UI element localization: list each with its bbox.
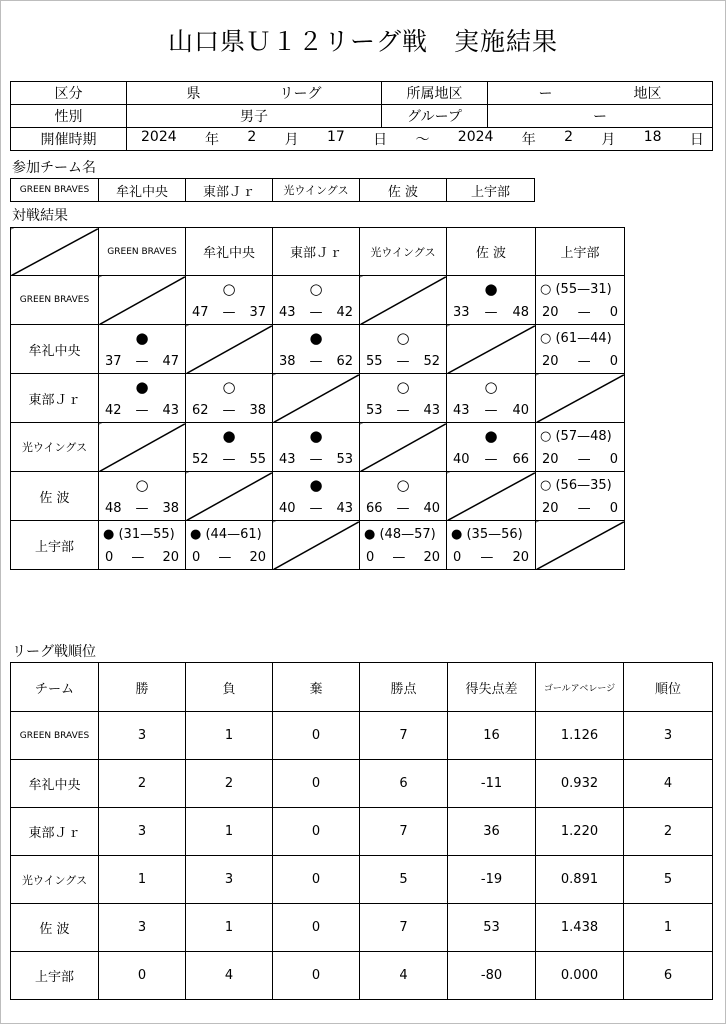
score-dash: — — [218, 550, 232, 565]
ranking-section-heading: リーグ戦順位 — [12, 644, 96, 660]
score-dash: — — [309, 354, 323, 369]
score-own: 43 — [279, 305, 296, 320]
score-opponent: 0 — [609, 501, 618, 516]
results-matrix — [10, 227, 625, 570]
score-own: 62 — [192, 403, 209, 418]
ranking-cell: 3 — [624, 712, 713, 760]
matrix-row-header: 上宇部 — [11, 521, 99, 570]
score-dash: — — [309, 452, 323, 467]
result-mark: ○ (61—44) — [540, 331, 612, 346]
matrix-col-header: 佐 波 — [447, 228, 536, 276]
ranking-cell: 4 — [360, 952, 448, 1000]
match-score — [453, 305, 529, 320]
ranking-header: 得失点差 — [448, 663, 536, 712]
ranking-cell: 0.932 — [536, 760, 624, 808]
no-match-cell — [99, 276, 186, 325]
result-mark: ○ — [396, 329, 410, 347]
score-dash: — — [577, 501, 591, 516]
start-year: 2024 — [141, 129, 177, 145]
score-opponent: 66 — [512, 452, 529, 467]
ranking-cell: 0 — [273, 760, 360, 808]
match-score — [192, 403, 266, 418]
ranking-cell: 2 — [186, 760, 273, 808]
gender-value: 男子 — [127, 105, 382, 128]
match-result-cell — [447, 276, 536, 325]
period-tilde: ～ — [415, 132, 430, 148]
result-mark: ○ (57—48) — [540, 429, 612, 444]
score-own: 0 — [453, 550, 462, 565]
area-suffix: 地区 — [633, 86, 662, 102]
matrix-col-header: 光ウイングス — [360, 228, 447, 276]
score-opponent: 47 — [162, 354, 179, 369]
group-value: ー — [488, 105, 713, 128]
start-month-unit: 月 — [284, 132, 299, 148]
score-dash: — — [135, 403, 149, 418]
result-mark: ● (48—57) — [364, 527, 436, 542]
no-match-cell — [360, 423, 447, 472]
ranking-cell: 6 — [624, 952, 713, 1000]
match-result-cell — [273, 276, 360, 325]
matrix-col-header: GREEN BRAVES — [99, 228, 186, 276]
result-mark: ○ (55—31) — [540, 282, 612, 297]
match-result-cell — [186, 374, 273, 423]
ranking-header: 棄 — [273, 663, 360, 712]
result-mark: ● — [309, 476, 323, 494]
kubun-value — [127, 82, 382, 105]
ranking-row — [11, 952, 713, 1000]
period-label: 開催時期 — [11, 128, 127, 151]
ranking-header: ゴールアベレージ — [536, 663, 624, 712]
ranking-header: 勝 — [99, 663, 186, 712]
match-score — [542, 452, 618, 467]
match-score — [542, 501, 618, 516]
score-dash: — — [396, 354, 410, 369]
ranking-header: 勝点 — [360, 663, 448, 712]
ranking-cell: 2 — [624, 808, 713, 856]
matrix-col-header: 牟礼中央 — [186, 228, 273, 276]
end-month-unit: 月 — [601, 132, 616, 148]
result-mark: ● — [484, 280, 498, 298]
score-opponent: 0 — [609, 452, 618, 467]
no-match-cell — [360, 276, 447, 325]
team-name: 光ウイングス — [273, 179, 360, 202]
team-name: 上宇部 — [447, 179, 535, 202]
match-score — [192, 305, 266, 320]
ranking-cell: -80 — [448, 952, 536, 1000]
result-mark: ○ (56—35) — [540, 478, 612, 493]
ranking-header: 順位 — [624, 663, 713, 712]
matrix-corner — [11, 228, 99, 276]
ranking-cell: 1.126 — [536, 712, 624, 760]
start-day: 17 — [326, 129, 345, 145]
ranking-cell: 3 — [99, 808, 186, 856]
score-dash: — — [484, 403, 498, 418]
match-result-cell — [536, 423, 625, 472]
matrix-row-header: 牟礼中央 — [11, 325, 99, 374]
score-own: 0 — [105, 550, 114, 565]
score-opponent: 53 — [336, 452, 353, 467]
match-score — [279, 305, 353, 320]
ranking-cell: 0.000 — [536, 952, 624, 1000]
ranking-cell: 7 — [360, 712, 448, 760]
result-mark: ○ — [484, 378, 498, 396]
end-year: 2024 — [457, 129, 494, 145]
ranking-cell: 0 — [99, 952, 186, 1000]
score-dash: — — [222, 305, 236, 320]
match-score — [453, 403, 529, 418]
matrix-col-header: 東部Ｊｒ — [273, 228, 360, 276]
end-month: 2 — [564, 129, 574, 145]
ranking-row — [11, 856, 713, 904]
info-table — [10, 81, 713, 151]
ranking-cell: 0 — [273, 904, 360, 952]
result-mark: ○ — [396, 476, 410, 494]
ranking-team-name: 光ウイングス — [11, 856, 99, 904]
match-result-cell — [360, 472, 447, 521]
result-mark: ● (44—61) — [190, 527, 262, 542]
match-result-cell — [99, 325, 186, 374]
score-dash: — — [222, 452, 236, 467]
result-mark: ● — [309, 427, 323, 445]
match-score — [279, 452, 353, 467]
no-match-cell — [99, 423, 186, 472]
score-opponent: 52 — [423, 354, 440, 369]
ranking-cell: 1 — [186, 808, 273, 856]
matrix-col-header: 上宇部 — [536, 228, 625, 276]
score-own: 20 — [542, 305, 559, 320]
match-score — [192, 550, 266, 565]
gender-label: 性別 — [11, 105, 127, 128]
score-own: 20 — [542, 354, 559, 369]
ranking-cell: 6 — [360, 760, 448, 808]
match-result-cell — [186, 423, 273, 472]
ranking-cell: 1 — [99, 856, 186, 904]
match-result-cell — [360, 374, 447, 423]
score-own: 53 — [366, 403, 383, 418]
result-mark: ● — [135, 378, 149, 396]
result-mark: ○ — [396, 378, 410, 396]
result-mark: ● — [222, 427, 236, 445]
matrix-row-header: 東部Ｊｒ — [11, 374, 99, 423]
score-own: 66 — [366, 501, 383, 516]
score-opponent: 43 — [336, 501, 353, 516]
result-mark: ○ — [222, 280, 236, 298]
score-opponent: 0 — [609, 354, 618, 369]
ranking-cell: 5 — [360, 856, 448, 904]
match-result-cell — [447, 521, 536, 570]
ranking-cell: 53 — [448, 904, 536, 952]
no-match-cell — [536, 374, 625, 423]
score-dash: — — [392, 550, 406, 565]
score-dash: — — [309, 501, 323, 516]
score-own: 37 — [105, 354, 122, 369]
no-match-cell — [447, 472, 536, 521]
team-name: GREEN BRAVES — [11, 179, 99, 202]
score-dash: — — [577, 452, 591, 467]
match-score — [366, 354, 440, 369]
team-name: 牟礼中央 — [99, 179, 186, 202]
result-mark: ○ — [135, 476, 149, 494]
score-opponent: 38 — [162, 501, 179, 516]
match-result-cell — [186, 521, 273, 570]
score-own: 40 — [279, 501, 296, 516]
ranking-cell: 7 — [360, 904, 448, 952]
match-result-cell — [273, 325, 360, 374]
match-score — [105, 354, 179, 369]
match-result-cell — [360, 521, 447, 570]
match-result-cell — [99, 374, 186, 423]
score-dash: — — [484, 305, 498, 320]
match-score — [542, 354, 618, 369]
ranking-team-name: 東部Ｊｒ — [11, 808, 99, 856]
score-own: 47 — [192, 305, 209, 320]
score-own: 43 — [453, 403, 470, 418]
ranking-cell: 0 — [273, 952, 360, 1000]
match-result-cell — [536, 276, 625, 325]
ranking-header: チーム — [11, 663, 99, 712]
score-opponent: 0 — [609, 305, 618, 320]
end-year-unit: 年 — [521, 132, 536, 148]
ranking-team-name: GREEN BRAVES — [11, 712, 99, 760]
score-own: 52 — [192, 452, 209, 467]
no-match-cell — [186, 472, 273, 521]
score-own: 40 — [453, 452, 470, 467]
group-label: グループ — [382, 105, 488, 128]
score-dash: — — [131, 550, 145, 565]
score-opponent: 55 — [249, 452, 266, 467]
end-day-unit: 日 — [689, 132, 704, 148]
ranking-row — [11, 712, 713, 760]
score-own: 38 — [279, 354, 296, 369]
area-label: 所属地区 — [382, 82, 488, 105]
period-value — [127, 128, 713, 151]
no-match-cell — [536, 521, 625, 570]
start-month: 2 — [247, 129, 257, 145]
match-score — [366, 403, 440, 418]
score-own: 0 — [192, 550, 201, 565]
score-opponent: 48 — [512, 305, 529, 320]
match-score — [105, 501, 179, 516]
ranking-cell: 3 — [186, 856, 273, 904]
score-dash: — — [135, 354, 149, 369]
matrix-row — [11, 521, 625, 570]
match-result-cell — [99, 521, 186, 570]
ranking-cell: 0 — [273, 856, 360, 904]
no-match-cell — [447, 325, 536, 374]
matrix-row-header: GREEN BRAVES — [11, 276, 99, 325]
kubun-pref: 県 — [186, 86, 201, 102]
result-mark: ● (35—56) — [451, 527, 523, 542]
match-score — [279, 501, 353, 516]
ranking-cell: 2 — [99, 760, 186, 808]
matrix-row — [11, 374, 625, 423]
kubun-label: 区分 — [11, 82, 127, 105]
score-own: 20 — [542, 452, 559, 467]
ranking-cell: 1 — [186, 712, 273, 760]
team-name: 東部Ｊｒ — [186, 179, 273, 202]
score-dash: — — [222, 403, 236, 418]
teams-table — [10, 178, 535, 202]
ranking-header: 負 — [186, 663, 273, 712]
ranking-cell: -11 — [448, 760, 536, 808]
ranking-cell: 0 — [273, 808, 360, 856]
ranking-cell: 1.220 — [536, 808, 624, 856]
match-result-cell — [186, 276, 273, 325]
matrix-row-header: 佐 波 — [11, 472, 99, 521]
match-score — [453, 550, 529, 565]
score-dash: — — [396, 501, 410, 516]
result-mark: ● — [135, 329, 149, 347]
score-opponent: 37 — [249, 305, 266, 320]
ranking-cell: 4 — [624, 760, 713, 808]
ranking-team-name: 牟礼中央 — [11, 760, 99, 808]
start-year-unit: 年 — [204, 132, 219, 148]
score-own: 20 — [542, 501, 559, 516]
ranking-cell: 16 — [448, 712, 536, 760]
score-opponent: 62 — [336, 354, 353, 369]
page-title: 山口県Ｕ１２リーグ戦 実施結果 — [167, 27, 558, 56]
score-dash: — — [577, 305, 591, 320]
no-match-cell — [273, 521, 360, 570]
end-day: 18 — [643, 129, 662, 145]
matrix-row-header: 光ウイングス — [11, 423, 99, 472]
score-own: 55 — [366, 354, 383, 369]
start-day-unit: 日 — [373, 132, 388, 148]
ranking-cell: 3 — [99, 904, 186, 952]
ranking-table — [10, 662, 713, 1000]
score-dash: — — [135, 501, 149, 516]
match-score — [542, 305, 618, 320]
score-opponent: 40 — [512, 403, 529, 418]
result-mark: ○ — [309, 280, 323, 298]
ranking-cell: 0 — [273, 712, 360, 760]
result-mark: ○ — [222, 378, 236, 396]
match-result-cell — [447, 374, 536, 423]
ranking-team-name: 佐 波 — [11, 904, 99, 952]
score-own: 42 — [105, 403, 122, 418]
ranking-cell: 1 — [624, 904, 713, 952]
match-result-cell — [273, 472, 360, 521]
score-opponent: 43 — [423, 403, 440, 418]
matrix-row — [11, 472, 625, 521]
ranking-cell: 0.891 — [536, 856, 624, 904]
ranking-cell: -19 — [448, 856, 536, 904]
result-mark: ● — [484, 427, 498, 445]
match-result-cell — [99, 472, 186, 521]
result-mark: ● (31—55) — [103, 527, 175, 542]
ranking-cell: 1.438 — [536, 904, 624, 952]
ranking-cell: 7 — [360, 808, 448, 856]
score-opponent: 20 — [423, 550, 440, 565]
matrix-row — [11, 423, 625, 472]
area-value — [488, 82, 713, 105]
score-dash: — — [484, 452, 498, 467]
match-score — [105, 550, 179, 565]
score-opponent: 38 — [249, 403, 266, 418]
teams-section-heading: 参加チーム名 — [12, 160, 96, 176]
ranking-cell: 36 — [448, 808, 536, 856]
score-opponent: 20 — [512, 550, 529, 565]
ranking-row — [11, 904, 713, 952]
ranking-cell: 3 — [99, 712, 186, 760]
team-name: 佐 波 — [360, 179, 447, 202]
score-own: 48 — [105, 501, 122, 516]
match-result-cell — [447, 423, 536, 472]
score-opponent: 43 — [162, 403, 179, 418]
match-score — [366, 550, 440, 565]
match-score — [192, 452, 266, 467]
match-result-cell — [273, 423, 360, 472]
match-result-cell — [536, 472, 625, 521]
ranking-row — [11, 808, 713, 856]
ranking-row — [11, 760, 713, 808]
match-result-cell — [536, 325, 625, 374]
match-score — [279, 354, 353, 369]
kubun-league: リーグ — [279, 86, 322, 102]
match-score — [453, 452, 529, 467]
score-opponent: 42 — [336, 305, 353, 320]
score-opponent: 20 — [162, 550, 179, 565]
match-score — [366, 501, 440, 516]
score-opponent: 20 — [249, 550, 266, 565]
score-own: 0 — [366, 550, 375, 565]
area-name: ー — [538, 86, 553, 102]
ranking-team-name: 上宇部 — [11, 952, 99, 1000]
ranking-cell: 5 — [624, 856, 713, 904]
matrix-row — [11, 276, 625, 325]
no-match-cell — [273, 374, 360, 423]
results-section-heading: 対戦結果 — [12, 208, 68, 224]
no-match-cell — [186, 325, 273, 374]
ranking-cell: 4 — [186, 952, 273, 1000]
score-dash: — — [309, 305, 323, 320]
score-dash: — — [396, 403, 410, 418]
match-result-cell — [360, 325, 447, 374]
matrix-row — [11, 325, 625, 374]
match-score — [105, 403, 179, 418]
score-own: 43 — [279, 452, 296, 467]
score-dash: — — [480, 550, 494, 565]
score-opponent: 40 — [423, 501, 440, 516]
ranking-cell: 1 — [186, 904, 273, 952]
result-mark: ● — [309, 329, 323, 347]
score-dash: — — [577, 354, 591, 369]
score-own: 33 — [453, 305, 470, 320]
